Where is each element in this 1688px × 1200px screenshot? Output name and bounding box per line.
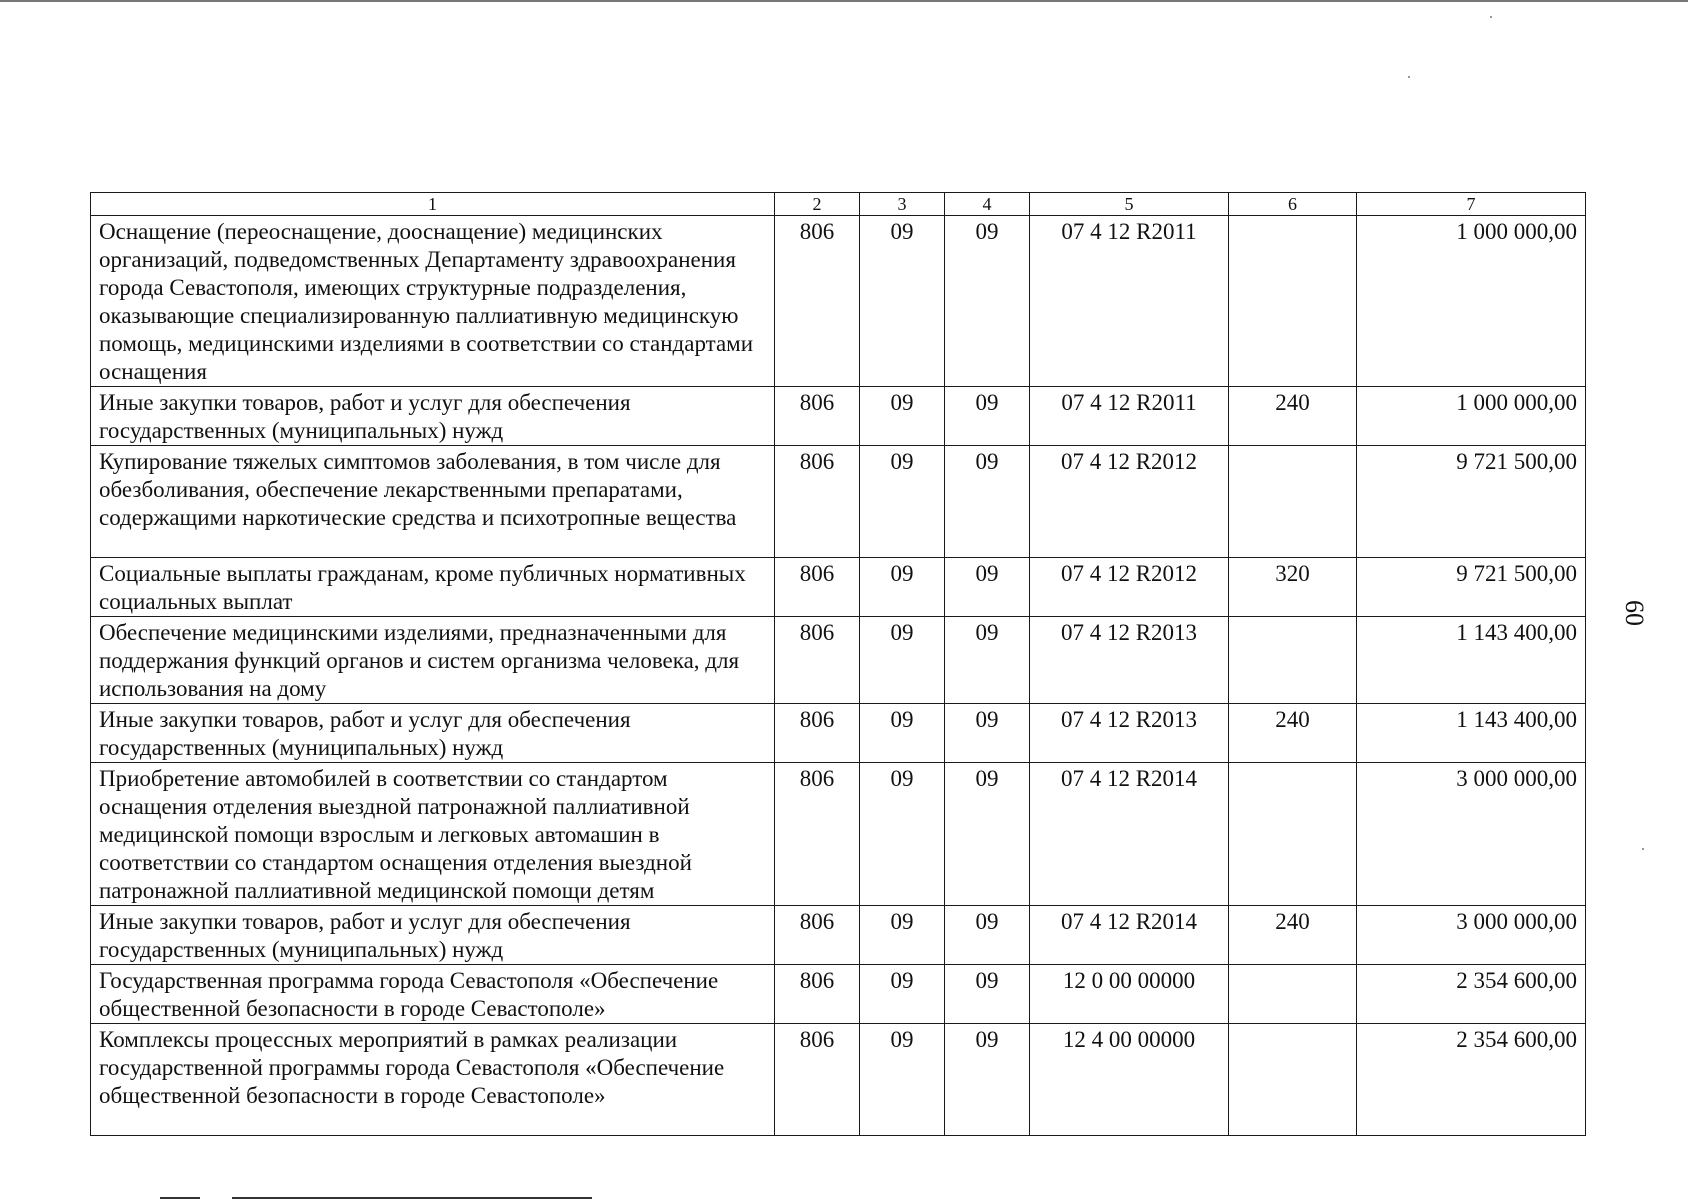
cell-department: 806 xyxy=(775,387,860,446)
header-col-2: 2 xyxy=(775,193,860,216)
cell-amount: 9 721 500,00 xyxy=(1357,446,1586,558)
cell-section: 09 xyxy=(860,446,945,558)
cell-expense-type: 240 xyxy=(1229,704,1357,763)
cell-department: 806 xyxy=(775,704,860,763)
table-row xyxy=(91,763,1586,906)
page-number: 60 xyxy=(1620,600,1649,626)
cell-section: 09 xyxy=(860,965,945,1024)
table-row xyxy=(91,617,1586,704)
budget-table xyxy=(90,192,1586,1136)
cell-expense-type: 240 xyxy=(1229,387,1357,446)
cell-amount: 2 354 600,00 xyxy=(1357,1024,1586,1136)
table-row xyxy=(91,446,1586,558)
cell-section: 09 xyxy=(860,906,945,965)
table-row xyxy=(91,1024,1586,1136)
header-col-5: 5 xyxy=(1030,193,1229,216)
cell-amount: 3 000 000,00 xyxy=(1357,763,1586,906)
cell-department: 806 xyxy=(775,216,860,387)
header-col-3: 3 xyxy=(860,193,945,216)
cell-subsection: 09 xyxy=(945,704,1030,763)
cell-description: Социальные выплаты гражданам, кроме публичных нормативных социальных выплат xyxy=(91,558,775,617)
cell-target-code: 07 4 12 R2012 xyxy=(1030,446,1229,558)
cell-subsection: 09 xyxy=(945,1024,1030,1136)
cell-department: 806 xyxy=(775,965,860,1024)
cell-section: 09 xyxy=(860,763,945,906)
cell-section: 09 xyxy=(860,704,945,763)
cell-subsection: 09 xyxy=(945,558,1030,617)
table-row xyxy=(91,387,1586,446)
cell-amount: 1 143 400,00 xyxy=(1357,704,1586,763)
header-col-7: 7 xyxy=(1357,193,1586,216)
cell-target-code: 07 4 12 R2014 xyxy=(1030,906,1229,965)
table-row xyxy=(91,704,1586,763)
cell-subsection: 09 xyxy=(945,216,1030,387)
table-row xyxy=(91,906,1586,965)
cell-target-code: 07 4 12 R2013 xyxy=(1030,617,1229,704)
cell-department: 806 xyxy=(775,763,860,906)
cell-expense-type xyxy=(1229,216,1357,387)
cell-description: Купирование тяжелых симптомов заболевания, в том числе для обезболивания, обеспечение лекарственными препаратами, содержащими наркотические средства и психотропные вещества xyxy=(91,446,775,558)
cell-description: Обеспечение медицинскими изделиями, предназначенными для поддержания функций органов и систем организма человека, для использования на дому xyxy=(91,617,775,704)
cell-section: 09 xyxy=(860,387,945,446)
cell-section: 09 xyxy=(860,216,945,387)
header-col-6: 6 xyxy=(1229,193,1357,216)
cell-expense-type xyxy=(1229,446,1357,558)
cell-department: 806 xyxy=(775,558,860,617)
footer-rule-short xyxy=(160,1197,200,1199)
cell-subsection: 09 xyxy=(945,906,1030,965)
footer-rule-long xyxy=(232,1197,592,1199)
cell-amount: 1 143 400,00 xyxy=(1357,617,1586,704)
cell-department: 806 xyxy=(775,617,860,704)
header-col-1: 1 xyxy=(91,193,775,216)
cell-target-code: 07 4 12 R2012 xyxy=(1030,558,1229,617)
scan-speck xyxy=(1408,76,1410,78)
table-row xyxy=(91,216,1586,387)
cell-subsection: 09 xyxy=(945,446,1030,558)
cell-target-code: 12 0 00 00000 xyxy=(1030,965,1229,1024)
cell-description: Иные закупки товаров, работ и услуг для обеспечения государственных (муниципальных) нужд xyxy=(91,906,775,965)
cell-amount: 1 000 000,00 xyxy=(1357,387,1586,446)
cell-expense-type: 240 xyxy=(1229,906,1357,965)
cell-amount: 1 000 000,00 xyxy=(1357,216,1586,387)
cell-expense-type xyxy=(1229,763,1357,906)
cell-department: 806 xyxy=(775,1024,860,1136)
cell-target-code: 07 4 12 R2011 xyxy=(1030,216,1229,387)
header-col-4: 4 xyxy=(945,193,1030,216)
cell-expense-type xyxy=(1229,965,1357,1024)
cell-target-code: 12 4 00 00000 xyxy=(1030,1024,1229,1136)
cell-section: 09 xyxy=(860,1024,945,1136)
cell-description: Иные закупки товаров, работ и услуг для обеспечения государственных (муниципальных) нужд xyxy=(91,704,775,763)
cell-expense-type xyxy=(1229,617,1357,704)
cell-target-code: 07 4 12 R2014 xyxy=(1030,763,1229,906)
cell-description: Приобретение автомобилей в соответствии со стандартом оснащения отделения выездной патронажной паллиативной медицинской помощи взрослым и легковых автомашин в соответствии со стандартом оснащения отделения выездной патронажной паллиативной медицинской помощи детям xyxy=(91,763,775,906)
cell-amount: 9 721 500,00 xyxy=(1357,558,1586,617)
cell-description: Государственная программа города Севастополя «Обеспечение общественной безопасности в городе Севастополе» xyxy=(91,965,775,1024)
cell-section: 09 xyxy=(860,558,945,617)
page-top-edge xyxy=(0,0,1688,2)
cell-amount: 2 354 600,00 xyxy=(1357,965,1586,1024)
cell-description: Оснащение (переоснащение, дооснащение) медицинских организаций, подведомственных Департаменту здравоохранения города Севастополя, имеющих структурные подразделения, оказывающие специализированную паллиативную медицинскую помощь, медицинскими изделиями в соответствии со стандартами оснащения xyxy=(91,216,775,387)
cell-target-code: 07 4 12 R2011 xyxy=(1030,387,1229,446)
table-header-row xyxy=(91,193,1586,216)
table-row xyxy=(91,558,1586,617)
cell-expense-type: 320 xyxy=(1229,558,1357,617)
cell-subsection: 09 xyxy=(945,617,1030,704)
cell-subsection: 09 xyxy=(945,965,1030,1024)
cell-subsection: 09 xyxy=(945,763,1030,906)
cell-amount: 3 000 000,00 xyxy=(1357,906,1586,965)
cell-department: 806 xyxy=(775,906,860,965)
cell-target-code: 07 4 12 R2013 xyxy=(1030,704,1229,763)
cell-description: Иные закупки товаров, работ и услуг для обеспечения государственных (муниципальных) нужд xyxy=(91,387,775,446)
cell-section: 09 xyxy=(860,617,945,704)
cell-description: Комплексы процессных мероприятий в рамках реализации государственной программы города Севастополя «Обеспечение общественной безопасности в городе Севастополе» xyxy=(91,1024,775,1136)
scan-speck xyxy=(1490,16,1492,18)
cell-expense-type xyxy=(1229,1024,1357,1136)
cell-department: 806 xyxy=(775,446,860,558)
cell-subsection: 09 xyxy=(945,387,1030,446)
table-row xyxy=(91,965,1586,1024)
scan-speck xyxy=(1642,848,1644,850)
